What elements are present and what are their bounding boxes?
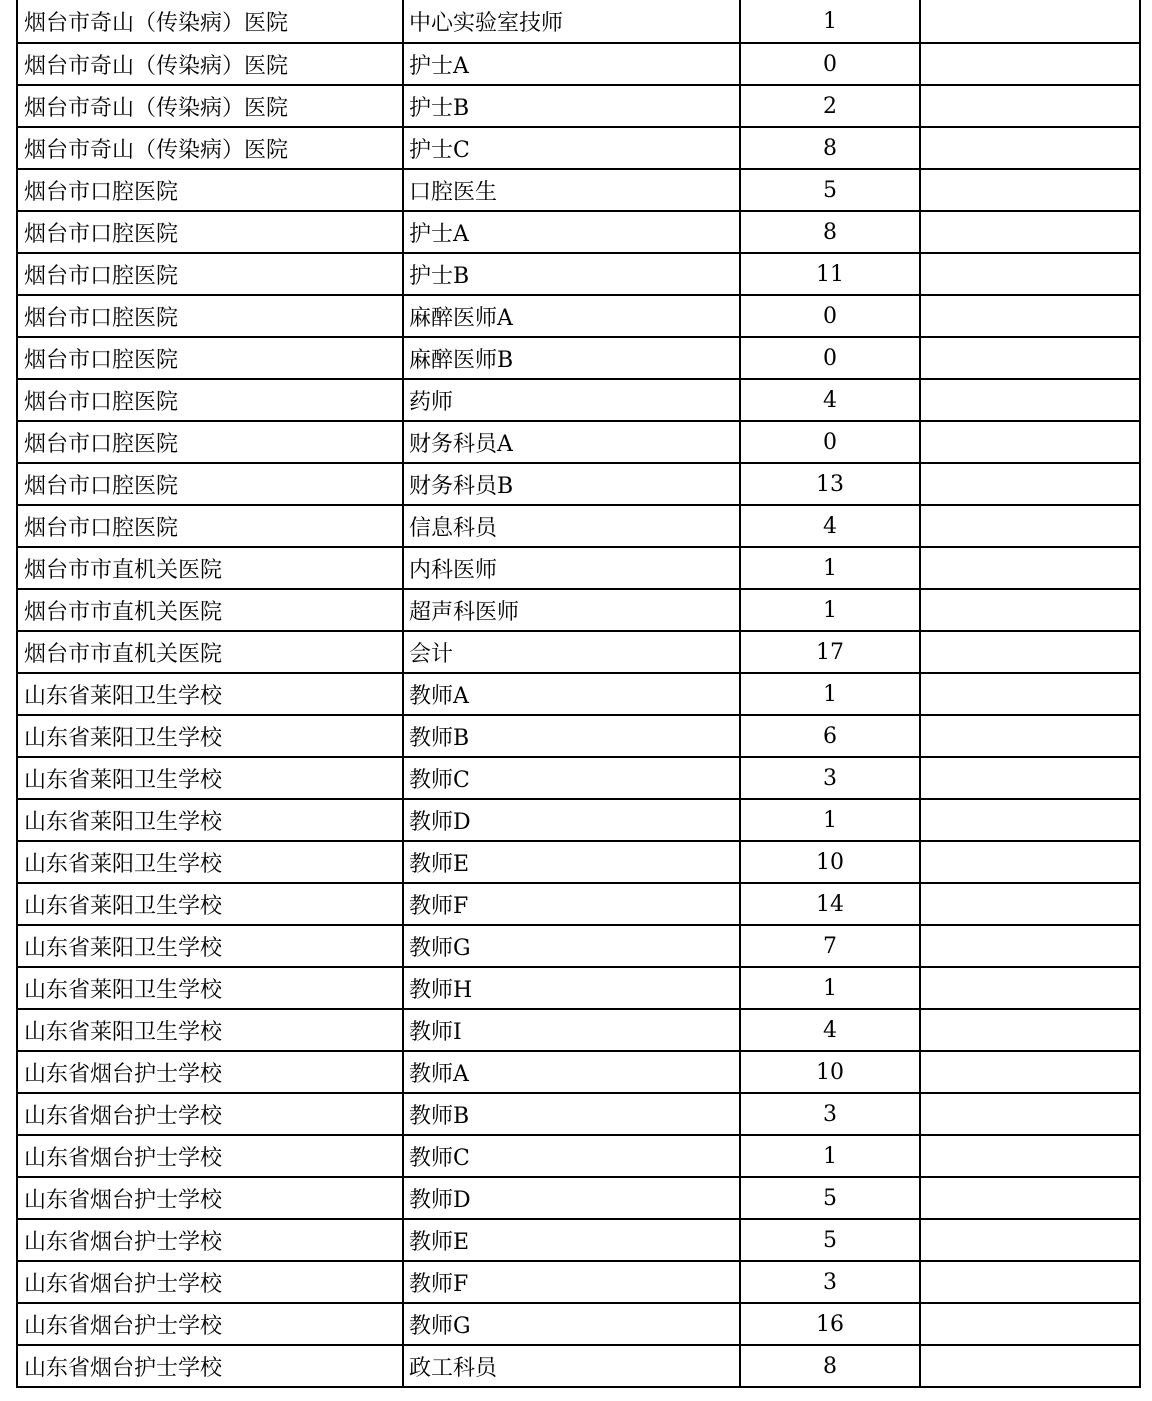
note-cell — [920, 169, 1140, 211]
unit-cell: 山东省莱阳卫生学校 — [17, 673, 403, 715]
unit-cell: 山东省莱阳卫生学校 — [17, 799, 403, 841]
count-cell: 7 — [740, 925, 920, 967]
table-row — [17, 715, 1140, 757]
note-cell — [920, 505, 1140, 547]
unit-cell: 烟台市口腔医院 — [17, 505, 403, 547]
note-cell — [920, 1345, 1140, 1387]
post-cell: 教师B — [403, 1093, 740, 1135]
count-cell: 4 — [740, 505, 920, 547]
post-cell: 护士C — [403, 127, 740, 169]
count-cell: 5 — [740, 1177, 920, 1219]
table-row — [17, 1093, 1140, 1135]
unit-cell: 烟台市口腔医院 — [17, 421, 403, 463]
note-cell — [920, 631, 1140, 673]
unit-cell: 山东省烟台护士学校 — [17, 1345, 403, 1387]
unit-cell: 山东省莱阳卫生学校 — [17, 841, 403, 883]
post-cell: 教师E — [403, 841, 740, 883]
table-row — [17, 799, 1140, 841]
post-cell: 教师D — [403, 799, 740, 841]
count-cell: 5 — [740, 169, 920, 211]
note-cell — [920, 253, 1140, 295]
note-cell — [920, 421, 1140, 463]
post-cell: 教师G — [403, 1303, 740, 1345]
post-cell: 教师A — [403, 673, 740, 715]
note-cell — [920, 295, 1140, 337]
note-cell — [920, 0, 1140, 43]
note-cell — [920, 1219, 1140, 1261]
table-row — [17, 673, 1140, 715]
table-row — [17, 1051, 1140, 1093]
table-row — [17, 505, 1140, 547]
count-cell: 1 — [740, 967, 920, 1009]
count-cell: 16 — [740, 1303, 920, 1345]
recruitment-table-sheet — [16, 0, 1132, 1388]
post-cell: 口腔医生 — [403, 169, 740, 211]
post-cell: 教师E — [403, 1219, 740, 1261]
table-row — [17, 337, 1140, 379]
post-cell: 护士A — [403, 43, 740, 85]
post-cell: 教师F — [403, 883, 740, 925]
post-cell: 教师B — [403, 715, 740, 757]
count-cell: 1 — [740, 589, 920, 631]
post-cell: 超声科医师 — [403, 589, 740, 631]
post-cell: 中心实验室技师 — [403, 0, 740, 43]
post-cell: 麻醉医师A — [403, 295, 740, 337]
count-cell: 1 — [740, 547, 920, 589]
table-row — [17, 631, 1140, 673]
unit-cell: 烟台市口腔医院 — [17, 463, 403, 505]
note-cell — [920, 337, 1140, 379]
count-cell: 0 — [740, 295, 920, 337]
count-cell: 8 — [740, 211, 920, 253]
post-cell: 教师C — [403, 757, 740, 799]
table-row — [17, 841, 1140, 883]
table-row — [17, 295, 1140, 337]
post-cell: 财务科员A — [403, 421, 740, 463]
count-cell: 11 — [740, 253, 920, 295]
note-cell — [920, 463, 1140, 505]
table-row — [17, 1345, 1140, 1387]
unit-cell: 山东省烟台护士学校 — [17, 1093, 403, 1135]
post-cell: 麻醉医师B — [403, 337, 740, 379]
note-cell — [920, 925, 1140, 967]
table-row — [17, 421, 1140, 463]
unit-cell: 烟台市口腔医院 — [17, 295, 403, 337]
count-cell: 3 — [740, 1261, 920, 1303]
unit-cell: 山东省莱阳卫生学校 — [17, 715, 403, 757]
unit-cell: 烟台市市直机关医院 — [17, 631, 403, 673]
count-cell: 4 — [740, 1009, 920, 1051]
count-cell: 1 — [740, 1135, 920, 1177]
unit-cell: 烟台市市直机关医院 — [17, 547, 403, 589]
post-cell: 教师D — [403, 1177, 740, 1219]
post-cell: 教师A — [403, 1051, 740, 1093]
post-cell: 教师F — [403, 1261, 740, 1303]
post-cell: 政工科员 — [403, 1345, 740, 1387]
post-cell: 内科医师 — [403, 547, 740, 589]
post-cell: 教师C — [403, 1135, 740, 1177]
count-cell: 2 — [740, 85, 920, 127]
unit-cell: 山东省莱阳卫生学校 — [17, 1009, 403, 1051]
note-cell — [920, 1303, 1140, 1345]
note-cell — [920, 841, 1140, 883]
table-row — [17, 43, 1140, 85]
post-cell: 财务科员B — [403, 463, 740, 505]
table-row — [17, 1261, 1140, 1303]
table-row — [17, 967, 1140, 1009]
note-cell — [920, 1009, 1140, 1051]
unit-cell: 烟台市奇山（传染病）医院 — [17, 0, 403, 43]
count-cell: 1 — [740, 799, 920, 841]
unit-cell: 山东省烟台护士学校 — [17, 1051, 403, 1093]
unit-cell: 山东省烟台护士学校 — [17, 1261, 403, 1303]
unit-cell: 烟台市口腔医院 — [17, 379, 403, 421]
unit-cell: 山东省烟台护士学校 — [17, 1219, 403, 1261]
note-cell — [920, 127, 1140, 169]
unit-cell: 山东省烟台护士学校 — [17, 1135, 403, 1177]
table-row — [17, 463, 1140, 505]
count-cell: 0 — [740, 421, 920, 463]
unit-cell: 山东省莱阳卫生学校 — [17, 967, 403, 1009]
count-cell: 8 — [740, 1345, 920, 1387]
count-cell: 0 — [740, 43, 920, 85]
post-cell: 教师G — [403, 925, 740, 967]
note-cell — [920, 1177, 1140, 1219]
table-row — [17, 925, 1140, 967]
table-row — [17, 85, 1140, 127]
table-row — [17, 589, 1140, 631]
count-cell: 3 — [740, 757, 920, 799]
unit-cell: 山东省烟台护士学校 — [17, 1303, 403, 1345]
table-row — [17, 1177, 1140, 1219]
post-cell: 药师 — [403, 379, 740, 421]
note-cell — [920, 1051, 1140, 1093]
unit-cell: 山东省莱阳卫生学校 — [17, 925, 403, 967]
table-row — [17, 1219, 1140, 1261]
count-cell: 14 — [740, 883, 920, 925]
note-cell — [920, 967, 1140, 1009]
table-row — [17, 253, 1140, 295]
post-cell: 教师H — [403, 967, 740, 1009]
table-row — [17, 1135, 1140, 1177]
table-row — [17, 127, 1140, 169]
note-cell — [920, 589, 1140, 631]
unit-cell: 烟台市市直机关医院 — [17, 589, 403, 631]
note-cell — [920, 85, 1140, 127]
count-cell: 5 — [740, 1219, 920, 1261]
note-cell — [920, 715, 1140, 757]
note-cell — [920, 1135, 1140, 1177]
unit-cell: 烟台市奇山（传染病）医院 — [17, 43, 403, 85]
count-cell: 13 — [740, 463, 920, 505]
table-row — [17, 883, 1140, 925]
note-cell — [920, 211, 1140, 253]
count-cell: 6 — [740, 715, 920, 757]
table-row — [17, 379, 1140, 421]
note-cell — [920, 1261, 1140, 1303]
unit-cell: 山东省莱阳卫生学校 — [17, 883, 403, 925]
note-cell — [920, 547, 1140, 589]
unit-cell: 烟台市奇山（传染病）医院 — [17, 85, 403, 127]
table-row — [17, 1009, 1140, 1051]
note-cell — [920, 673, 1140, 715]
count-cell: 0 — [740, 337, 920, 379]
note-cell — [920, 799, 1140, 841]
table-row — [17, 211, 1140, 253]
count-cell: 10 — [740, 841, 920, 883]
table-row — [17, 0, 1140, 43]
table-row — [17, 757, 1140, 799]
unit-cell: 烟台市口腔医院 — [17, 337, 403, 379]
count-cell: 3 — [740, 1093, 920, 1135]
table-body — [17, 0, 1140, 1387]
note-cell — [920, 757, 1140, 799]
post-cell: 护士B — [403, 253, 740, 295]
count-cell: 17 — [740, 631, 920, 673]
post-cell: 会计 — [403, 631, 740, 673]
table-row — [17, 169, 1140, 211]
post-cell: 信息科员 — [403, 505, 740, 547]
unit-cell: 山东省莱阳卫生学校 — [17, 757, 403, 799]
unit-cell: 山东省烟台护士学校 — [17, 1177, 403, 1219]
note-cell — [920, 1093, 1140, 1135]
note-cell — [920, 883, 1140, 925]
count-cell: 1 — [740, 0, 920, 43]
unit-cell: 烟台市奇山（传染病）医院 — [17, 127, 403, 169]
post-cell: 教师I — [403, 1009, 740, 1051]
unit-cell: 烟台市口腔医院 — [17, 253, 403, 295]
note-cell — [920, 43, 1140, 85]
table-row — [17, 547, 1140, 589]
post-cell: 护士B — [403, 85, 740, 127]
count-cell: 4 — [740, 379, 920, 421]
count-cell: 10 — [740, 1051, 920, 1093]
recruitment-table — [16, 0, 1141, 1388]
unit-cell: 烟台市口腔医院 — [17, 211, 403, 253]
table-row — [17, 1303, 1140, 1345]
unit-cell: 烟台市口腔医院 — [17, 169, 403, 211]
note-cell — [920, 379, 1140, 421]
count-cell: 8 — [740, 127, 920, 169]
count-cell: 1 — [740, 673, 920, 715]
post-cell: 护士A — [403, 211, 740, 253]
